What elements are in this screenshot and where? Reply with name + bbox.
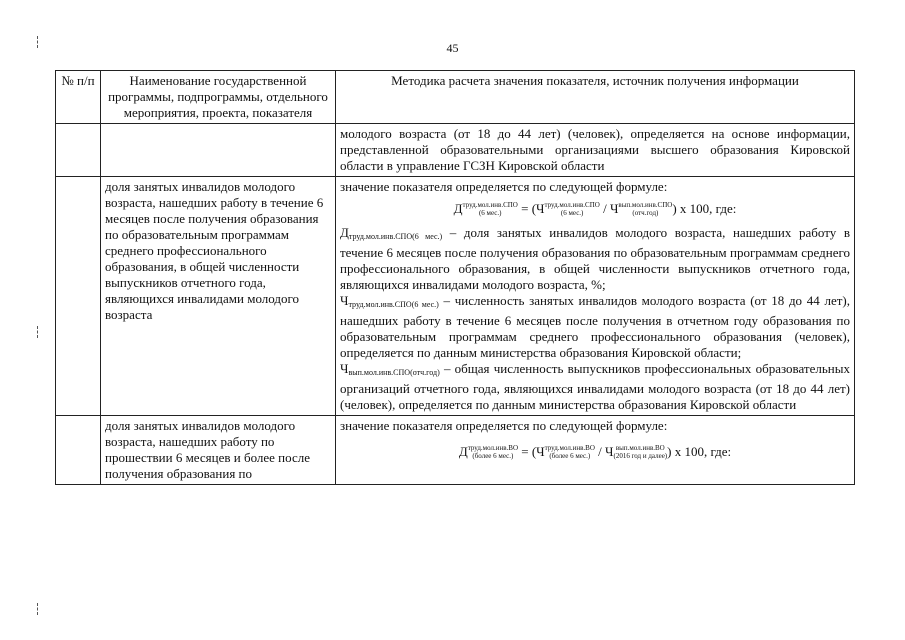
row-name-cell: доля занятых инвалидов молодого возраста, нашедших работу по прошествии 6 месяцев и более после получения образования по [101,416,336,485]
table-header-row [56,71,855,124]
formula: Д труд.мол.инв.СПО (6 мес.) = (Ч труд.мол.инв.СПО (6 мес.) / Ч вып.мол.инв.СПО (отч.год) ) x 100, где: [453,201,737,217]
formula-intro: значение показателя определяется по следующей формуле: [340,418,668,433]
indicator-table [55,70,855,485]
table-row [56,416,855,485]
header-num: № п/п [56,71,101,124]
definition: Дтруд.мол.инв.СПО(6 мес.) – доля занятых инвалидов молодого возраста, нашедших работу в течение 6 месяцев после получения образования по образовательным программам среднего профессионального образования, в общей численности выпускников отчетного года, являющихся инвалидами молодого возраста, %; [340,225,850,292]
row-num-cell [56,416,101,485]
margin-mark [37,603,40,615]
row-num-cell [56,124,101,177]
margin-mark [37,36,40,48]
header-method: Методика расчета значения показателя, источник получения информации [336,71,855,124]
row-method-cell [336,177,855,416]
table-row [56,124,855,177]
row-name-cell: доля занятых инвалидов молодого возраста, нашедших работу в течение 6 месяцев после получения образования по образовательным программам среднего профессионального образования, в общей численности выпускников отчетного года, являющихся инвалидами молодого возраста [101,177,336,416]
page-number: 45 [446,41,459,55]
row-method-cell: молодого возраста (от 18 до 44 лет) (человек), определяется на основе информации, представленной образовательными организациями высшего образования Кировской области в управление ГСЗН Кировской области [336,124,855,177]
header-name: Наименование государственной программы, подпрограммы, отдельного мероприятия, проекта, показателя [101,71,336,124]
definition: Чтруд.мол.инв.СПО(6 мес.) – численность занятых инвалидов молодого возраста (от 18 до 44 лет), нашедших работу в течение 6 месяцев после получения в отчетном году образования по образовательным программам среднего профессионального образования (человек), определяется по данным министерства образования Кировской области; [340,293,850,360]
row-method-cell [336,416,855,485]
definition: Чвып.мол.инв.СПО(отч.год) – общая численность выпускников профессиональных образовательных организаций отчетного года, являющихся инвалидами молодого возраста (от 18 до 44 лет) (человек), определяется по данным министерства образования Кировской области [340,361,850,412]
row-name-cell [101,124,336,177]
formula-intro: значение показателя определяется по следующей формуле: [340,179,668,194]
table-row [56,177,855,416]
row-num-cell [56,177,101,416]
formula: Д труд.мол.инв.ВО (более 6 мес.) = (Ч труд.мол.инв.ВО (более 6 мес.) / Ч вып.мол.инв.ВО (2016 год и далее) ) x 100, где: [458,444,732,460]
margin-mark [37,326,40,338]
